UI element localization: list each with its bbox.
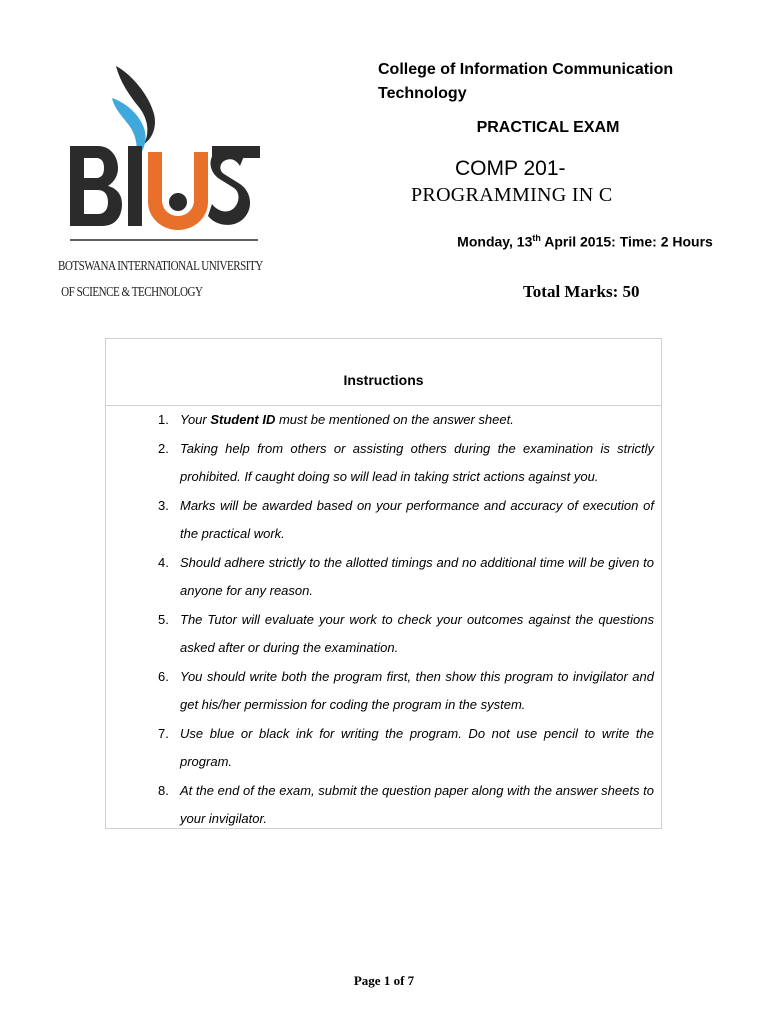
logo-caption-line1: BOTSWANA INTERNATIONAL UNIVERSITY xyxy=(58,258,263,273)
course-code: COMP 201- xyxy=(455,157,566,180)
exam-date-time xyxy=(440,228,730,252)
course-name: PROGRAMMING IN C xyxy=(411,184,613,206)
instruction-text-bold: Student ID xyxy=(210,412,276,427)
instruction-number: 1. xyxy=(158,412,169,427)
instruction-text: Taking help from others or assisting others during the examination is strictly prohibited. If caught doing so will lead in taking strict actions against you. xyxy=(180,440,654,484)
instruction-item xyxy=(106,492,661,549)
page-current: 1 xyxy=(383,973,391,988)
instruction-text: must be mentioned on the answer sheet. xyxy=(275,412,514,427)
biust-logo-icon xyxy=(58,52,262,252)
instruction-text: At the end of the exam, submit the question paper along with the answer sheets to your invigilator. xyxy=(180,782,654,826)
instruction-item xyxy=(106,663,661,720)
instruction-number: 4. xyxy=(158,554,169,570)
total-marks: Total Marks: 50 xyxy=(523,282,640,301)
date-ordinal: th xyxy=(532,233,541,243)
date-suffix: April 2015: Time: 2 Hours xyxy=(540,233,713,250)
instruction-number: 3. xyxy=(158,497,169,513)
instruction-text: You should write both the program first, then show this program to invigilator and get his/her permission for coding the program in the system. xyxy=(180,668,654,712)
date-prefix: Monday, 13 xyxy=(457,233,533,250)
instruction-text-pre: Your xyxy=(180,412,211,427)
university-logo xyxy=(58,52,262,314)
instructions-heading: Instructions xyxy=(106,339,661,406)
instruction-item xyxy=(106,720,661,777)
instruction-number: 6. xyxy=(158,668,169,684)
instruction-text: The Tutor will evaluate your work to check your outcomes against the questions asked after or during the examination. xyxy=(180,611,654,655)
page-number xyxy=(0,973,768,989)
instruction-text: Marks will be awarded based on your performance and accuracy of execution of the practical work. xyxy=(180,497,654,541)
instruction-item xyxy=(106,435,661,492)
instruction-item xyxy=(106,406,661,435)
page-word: Page xyxy=(353,973,384,988)
instruction-number: 7. xyxy=(158,725,169,741)
page-total: 7 xyxy=(407,973,415,988)
logo-caption-line2: OF SCIENCE & TECHNOLOGY xyxy=(61,284,203,299)
exam-type: PRACTICAL EXAM xyxy=(476,119,620,136)
instruction-item xyxy=(106,549,661,606)
instructions-list xyxy=(106,406,661,834)
instructions-box xyxy=(105,338,662,829)
instruction-number: 2. xyxy=(158,440,169,456)
instruction-number: 5. xyxy=(158,611,169,627)
of-word: of xyxy=(390,973,408,988)
instruction-text: Should adhere strictly to the allotted timings and no additional time will be given to anyone for any reason. xyxy=(180,554,654,598)
college-name: College of Information Communication Technology xyxy=(378,61,674,102)
instruction-text: Use blue or black ink for writing the program. Do not use pencil to write the program. xyxy=(180,725,654,769)
instruction-number: 8. xyxy=(158,782,169,798)
instruction-item xyxy=(106,777,661,834)
instruction-item xyxy=(106,606,661,663)
